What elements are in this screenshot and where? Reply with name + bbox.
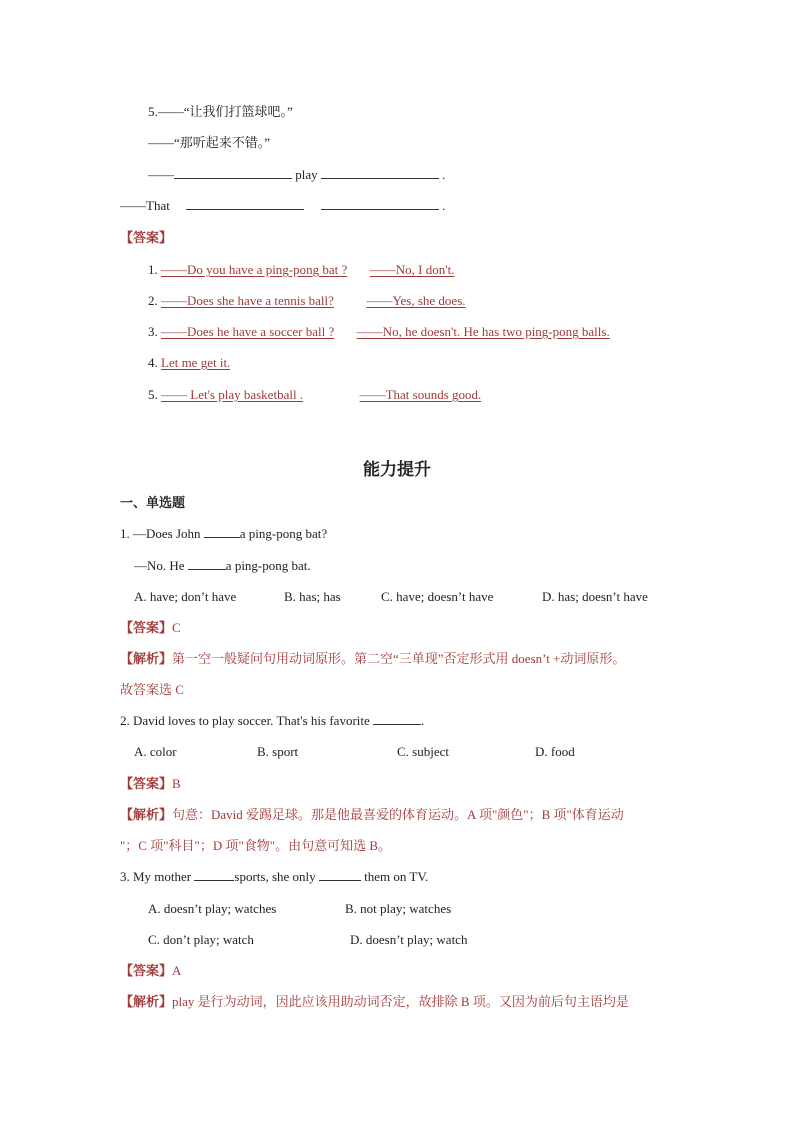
- q5-line4: [120, 197, 445, 215]
- q1-option-b[interactable]: B. has; has: [284, 589, 341, 604]
- q3-option-d[interactable]: D. doesn’t play; watch: [350, 932, 468, 947]
- q1-line2-pre: —No. He: [134, 558, 188, 573]
- q1-stem-post: a ping-pong bat?: [239, 526, 328, 541]
- q5-blank-2[interactable]: [321, 166, 439, 179]
- q3-option-c[interactable]: C. don’t play; watch: [148, 932, 254, 947]
- q2-blank[interactable]: [373, 712, 421, 725]
- section-title: 能力提升: [363, 460, 431, 479]
- answer-row-4: [148, 354, 230, 372]
- q3-answer: [120, 962, 181, 980]
- answer-num: 2.: [148, 293, 158, 308]
- answer-part-a: ——Do you have a ping-pong bat ?: [161, 262, 348, 277]
- q5-blank-4[interactable]: [321, 197, 439, 210]
- q1-option-d[interactable]: D. has; doesn’t have: [542, 589, 648, 604]
- answer-num: 1.: [148, 262, 158, 277]
- q3-blank-1[interactable]: [194, 868, 234, 881]
- q2-analysis-text: 句意：David 爱踢足球。那是他最喜爱的体育运动。A 项"颜色"；B 项"体育运动: [172, 807, 624, 822]
- answer-part-a: Let me get it.: [161, 355, 231, 370]
- q5-line1: 5.——“让我们打篮球吧。”: [148, 104, 293, 119]
- q1-answer: [120, 619, 181, 637]
- q2-analysis: [120, 806, 624, 824]
- q5-line2: ——“那听起来不错。”: [148, 135, 271, 150]
- q3-option-a[interactable]: A. doesn’t play; watches: [148, 901, 277, 916]
- answer-num: 3.: [148, 324, 158, 339]
- answer-label: 【答案】: [120, 776, 173, 791]
- answer-part-a: ——Does he have a soccer ball ?: [161, 324, 335, 339]
- q2-option-a[interactable]: A. color: [134, 744, 177, 759]
- q1-analysis-text: 第一空一般疑问句用动词原形。第二空“三单现”否定形式用 doesn’t +动词原形。: [172, 651, 626, 666]
- q3-analysis-text: play 是行为动词，因此应该用助动词否定，故排除 B 项。又因为前后句主语均是: [172, 994, 629, 1009]
- q5-line3-prefix: ——: [148, 167, 174, 182]
- q5-line4-end: .: [442, 198, 446, 213]
- answer-part-b: ——No, he doesn't. He has two ping-pong balls.: [356, 324, 610, 339]
- answer-row-3: [148, 323, 610, 341]
- answer-part-b: ——Yes, she does.: [366, 293, 466, 308]
- q1-stem: [120, 525, 327, 543]
- answer-part-a: ——Does she have a tennis ball?: [161, 293, 334, 308]
- q2-stem-pre: 2. David loves to play soccer. That's his favorite: [120, 713, 374, 728]
- answer-row-2: [148, 292, 466, 310]
- answer-label: 【答案】: [120, 963, 173, 978]
- q3-stem-a: 3. My mother: [120, 869, 195, 884]
- q3-answer-value: A: [172, 963, 182, 978]
- answer-part-a: —— Let's play basketball .: [161, 387, 304, 402]
- answer-part-b: ——No, I don't.: [369, 262, 455, 277]
- q5-line3-end: .: [442, 167, 446, 182]
- q1-option-c[interactable]: C. have; doesn’t have: [381, 589, 494, 604]
- q5-line3: [148, 166, 445, 184]
- analysis-label: 【解析】: [120, 994, 173, 1009]
- q1-analysis: [120, 650, 625, 668]
- q1-analysis-line2: 故答案选 C: [120, 682, 184, 697]
- analysis-label: 【解析】: [120, 651, 173, 666]
- q1-line2-post: a ping-pong bat.: [225, 558, 311, 573]
- q1-line2: [134, 557, 311, 575]
- q5-line4-prefix: ——That: [120, 198, 170, 213]
- q1-blank-1[interactable]: [204, 525, 240, 538]
- q2-answer-value: B: [172, 776, 181, 791]
- answer-row-1: [148, 261, 454, 279]
- q2-analysis-line2: "；C 项"科目"；D 项"食物"。由句意可知选 B。: [120, 838, 392, 853]
- answer-part-b: ——That sounds good.: [359, 387, 482, 402]
- answer-num: 5.: [148, 387, 158, 402]
- q3-stem-b: sports, she only: [234, 869, 319, 884]
- analysis-label: 【解析】: [120, 807, 173, 822]
- q1-blank-2[interactable]: [188, 557, 226, 570]
- subsection-title: 一、单选题: [120, 495, 186, 510]
- q3-stem: [120, 868, 428, 886]
- q5-blank-3[interactable]: [186, 197, 304, 210]
- answer-label: 【答案】: [120, 620, 173, 635]
- q2-option-d[interactable]: D. food: [535, 744, 575, 759]
- q5-line3-word: play: [295, 167, 318, 182]
- q5-blank-1[interactable]: [174, 166, 292, 179]
- q3-analysis: [120, 993, 629, 1011]
- answer-label: 【答案】: [120, 230, 173, 245]
- q2-option-c[interactable]: C. subject: [397, 744, 449, 759]
- q1-stem-pre: 1. —Does John: [120, 526, 204, 541]
- answer-row-5: [148, 386, 481, 404]
- q2-option-b[interactable]: B. sport: [257, 744, 299, 759]
- q3-blank-2[interactable]: [319, 868, 361, 881]
- q3-option-b[interactable]: B. not play; watches: [345, 901, 452, 916]
- q3-stem-c: them on TV.: [360, 869, 429, 884]
- answer-num: 4.: [148, 355, 158, 370]
- q2-stem: [120, 712, 424, 730]
- q1-answer-value: C: [172, 620, 181, 635]
- q1-option-a[interactable]: A. have; don’t have: [134, 589, 237, 604]
- q2-answer: [120, 775, 181, 793]
- q2-stem-post: .: [421, 713, 425, 728]
